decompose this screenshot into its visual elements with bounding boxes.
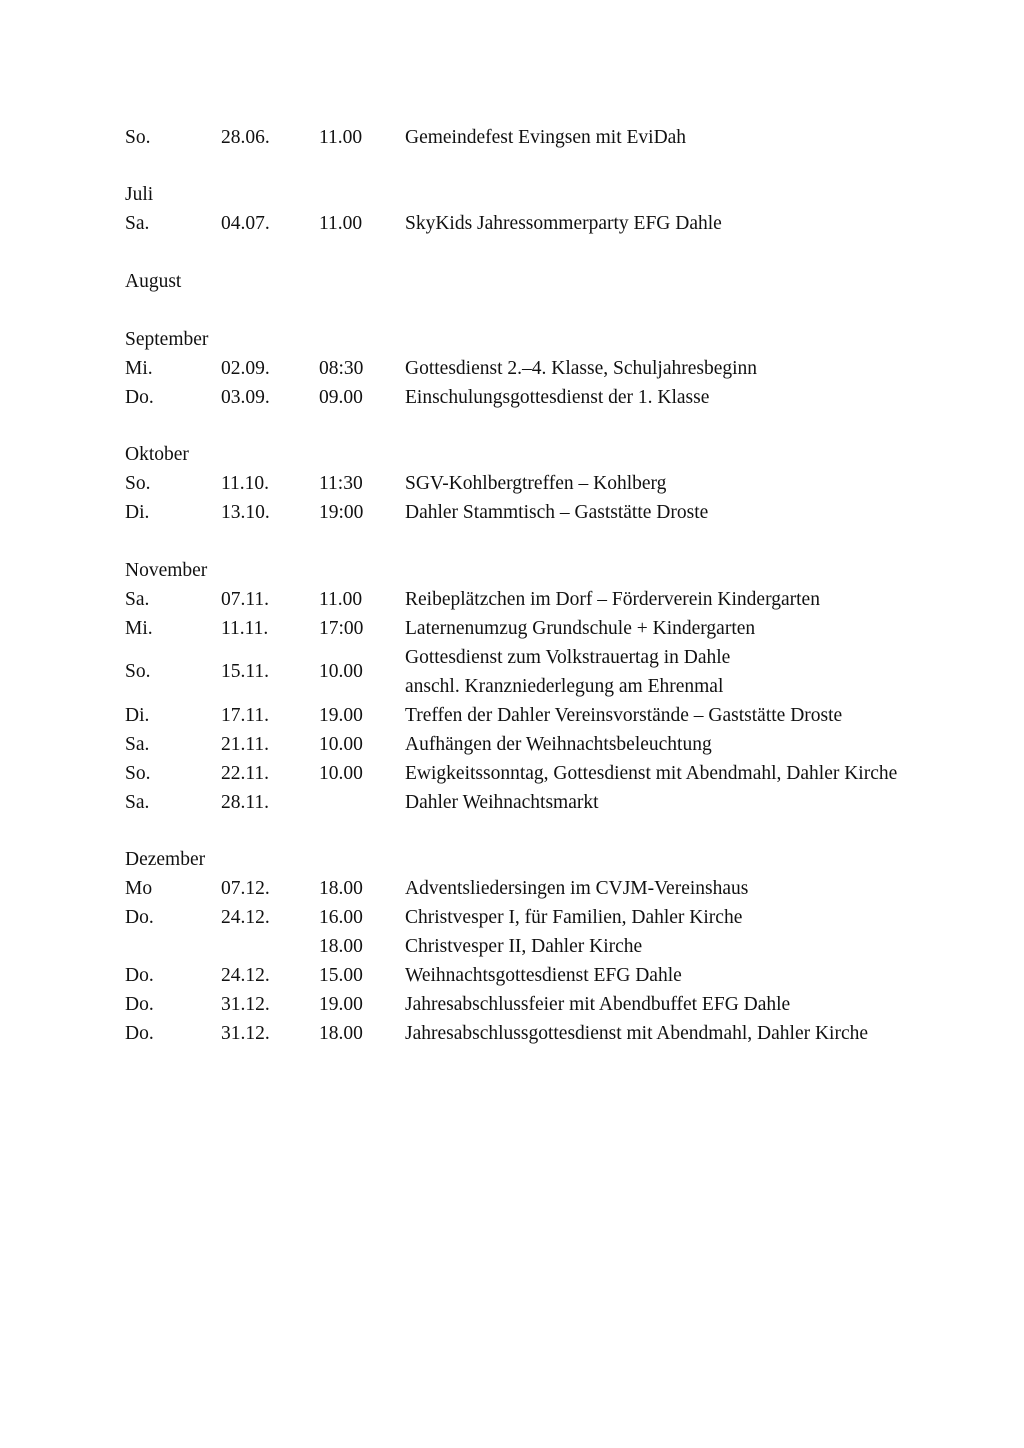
event-description xyxy=(405,469,666,498)
event-description xyxy=(405,209,722,238)
event-row xyxy=(0,874,1024,903)
event-day: Mo xyxy=(125,878,153,899)
event-description xyxy=(405,354,757,383)
event-date: 03.09. xyxy=(221,387,270,408)
event-day: Di. xyxy=(125,705,150,726)
event-description xyxy=(405,643,730,701)
event-date: 17.11. xyxy=(221,705,270,726)
event-description-line: Jahresabschlussfeier mit Abendbuffet EFG Dahle xyxy=(405,994,791,1015)
event-description-line: Laternenumzug Grundschule + Kindergarten xyxy=(405,618,756,639)
event-description-line: Dahler Weihnachtsmarkt xyxy=(405,792,599,813)
event-day: So. xyxy=(125,473,151,494)
event-description xyxy=(405,498,708,527)
event-description xyxy=(405,932,642,961)
event-description xyxy=(405,990,790,1019)
event-time: 10.00 xyxy=(319,734,363,755)
event-day: So. xyxy=(125,127,151,148)
event-row xyxy=(0,990,1024,1019)
event-description-line: Ewigkeitssonntag, Gottesdienst mit Abendmahl, Dahler Kirche xyxy=(405,763,898,784)
event-date: 04.07. xyxy=(221,213,270,234)
event-row xyxy=(0,585,1024,614)
event-time: 18.00 xyxy=(319,878,363,899)
event-time: 10.00 xyxy=(319,661,363,682)
event-time: 17:00 xyxy=(319,618,364,639)
event-time: 15.00 xyxy=(319,965,363,986)
event-row xyxy=(0,209,1024,238)
event-time: 11.00 xyxy=(319,213,363,234)
event-date: 07.12. xyxy=(221,878,270,899)
event-time: 11.00 xyxy=(319,589,363,610)
month-heading: Juli xyxy=(125,184,154,205)
event-row xyxy=(0,643,1024,701)
event-row xyxy=(0,932,1024,961)
month-heading: Oktober xyxy=(125,444,189,465)
month-heading: Dezember xyxy=(125,849,206,870)
event-time: 19.00 xyxy=(319,705,363,726)
event-description-line: Aufhängen der Weihnachtsbeleuchtung xyxy=(405,734,712,755)
event-description xyxy=(405,961,682,990)
event-description xyxy=(405,903,742,932)
event-time: 19.00 xyxy=(319,994,363,1015)
event-description xyxy=(405,585,820,614)
event-row xyxy=(0,354,1024,383)
event-date: 21.11. xyxy=(221,734,270,755)
month-heading: November xyxy=(125,560,208,581)
event-description xyxy=(405,383,709,412)
event-row xyxy=(0,730,1024,759)
event-description-line: Einschulungsgottesdienst der 1. Klasse xyxy=(405,387,710,408)
event-day: Mi. xyxy=(125,618,153,639)
event-date: 31.12. xyxy=(221,1023,270,1044)
event-date: 24.12. xyxy=(221,907,270,928)
event-day: Sa. xyxy=(125,734,150,755)
event-description-line: Gemeindefest Evingsen mit EviDah xyxy=(405,127,687,148)
event-date: 15.11. xyxy=(221,661,270,682)
event-description xyxy=(405,1019,868,1048)
event-description-line: Gottesdienst zum Volkstrauertag in Dahle xyxy=(405,647,731,668)
event-time: 11.00 xyxy=(319,127,363,148)
event-date: 31.12. xyxy=(221,994,270,1015)
event-description-line: anschl. Kranzniederlegung am Ehrenmal xyxy=(405,676,724,697)
event-description-line: Treffen der Dahler Vereinsvorstände – Gaststätte Droste xyxy=(405,705,843,726)
event-row xyxy=(0,759,1024,788)
event-description-line: SGV-Kohlbergtreffen – Kohlberg xyxy=(405,473,667,494)
event-description-line: Weihnachtsgottesdienst EFG Dahle xyxy=(405,965,682,986)
event-row xyxy=(0,903,1024,932)
event-description xyxy=(405,759,897,788)
event-row xyxy=(0,788,1024,817)
event-date: 24.12. xyxy=(221,965,270,986)
event-day: Do. xyxy=(125,907,154,928)
event-day: Sa. xyxy=(125,213,150,234)
event-time: 19:00 xyxy=(319,502,364,523)
event-day: Do. xyxy=(125,387,154,408)
event-description-line: Gottesdienst 2.–4. Klasse, Schuljahresbeginn xyxy=(405,358,758,379)
event-day: Do. xyxy=(125,994,154,1015)
event-day: Mi. xyxy=(125,358,153,379)
event-date: 22.11. xyxy=(221,763,270,784)
event-date: 13.10. xyxy=(221,502,270,523)
event-row xyxy=(0,383,1024,412)
event-description-line: Jahresabschlussgottesdienst mit Abendmahl, Dahler Kirche xyxy=(405,1023,869,1044)
event-date: 07.11. xyxy=(221,589,270,610)
event-row xyxy=(0,961,1024,990)
event-description-line: Dahler Stammtisch – Gaststätte Droste xyxy=(405,502,709,523)
event-row xyxy=(0,1019,1024,1048)
event-time: 09.00 xyxy=(319,387,363,408)
event-description-line: Christvesper I, für Familien, Dahler Kirche xyxy=(405,907,743,928)
event-time: 11:30 xyxy=(319,473,363,494)
event-time: 18.00 xyxy=(319,1023,363,1044)
event-day: Sa. xyxy=(125,792,150,813)
event-description xyxy=(405,123,686,152)
event-day: So. xyxy=(125,661,151,682)
month-heading: September xyxy=(125,329,209,350)
event-row xyxy=(0,701,1024,730)
event-row xyxy=(0,469,1024,498)
event-day: Sa. xyxy=(125,589,150,610)
event-row xyxy=(0,614,1024,643)
event-date: 11.11. xyxy=(221,618,269,639)
event-description-line: Reibeplätzchen im Dorf – Förderverein Kindergarten xyxy=(405,589,820,610)
event-time: 10.00 xyxy=(319,763,363,784)
event-day: Di. xyxy=(125,502,150,523)
event-date: 28.11. xyxy=(221,792,270,813)
event-time: 16.00 xyxy=(319,907,363,928)
event-time: 18.00 xyxy=(319,936,363,957)
event-description-line: Christvesper II, Dahler Kirche xyxy=(405,936,643,957)
event-day: So. xyxy=(125,763,151,784)
event-date: 02.09. xyxy=(221,358,270,379)
event-day: Do. xyxy=(125,1023,154,1044)
event-row xyxy=(0,498,1024,527)
event-date: 11.10. xyxy=(221,473,270,494)
month-heading: August xyxy=(125,271,182,292)
event-time: 08:30 xyxy=(319,358,364,379)
event-description-line: Adventsliedersingen im CVJM-Vereinshaus xyxy=(405,878,749,899)
event-day: Do. xyxy=(125,965,154,986)
event-description xyxy=(405,874,748,903)
event-description-line: SkyKids Jahressommerparty EFG Dahle xyxy=(405,213,722,234)
event-row xyxy=(0,123,1024,152)
event-description xyxy=(405,730,712,759)
event-description xyxy=(405,788,599,817)
event-description xyxy=(405,701,842,730)
event-date: 28.06. xyxy=(221,127,270,148)
event-description xyxy=(405,614,755,643)
